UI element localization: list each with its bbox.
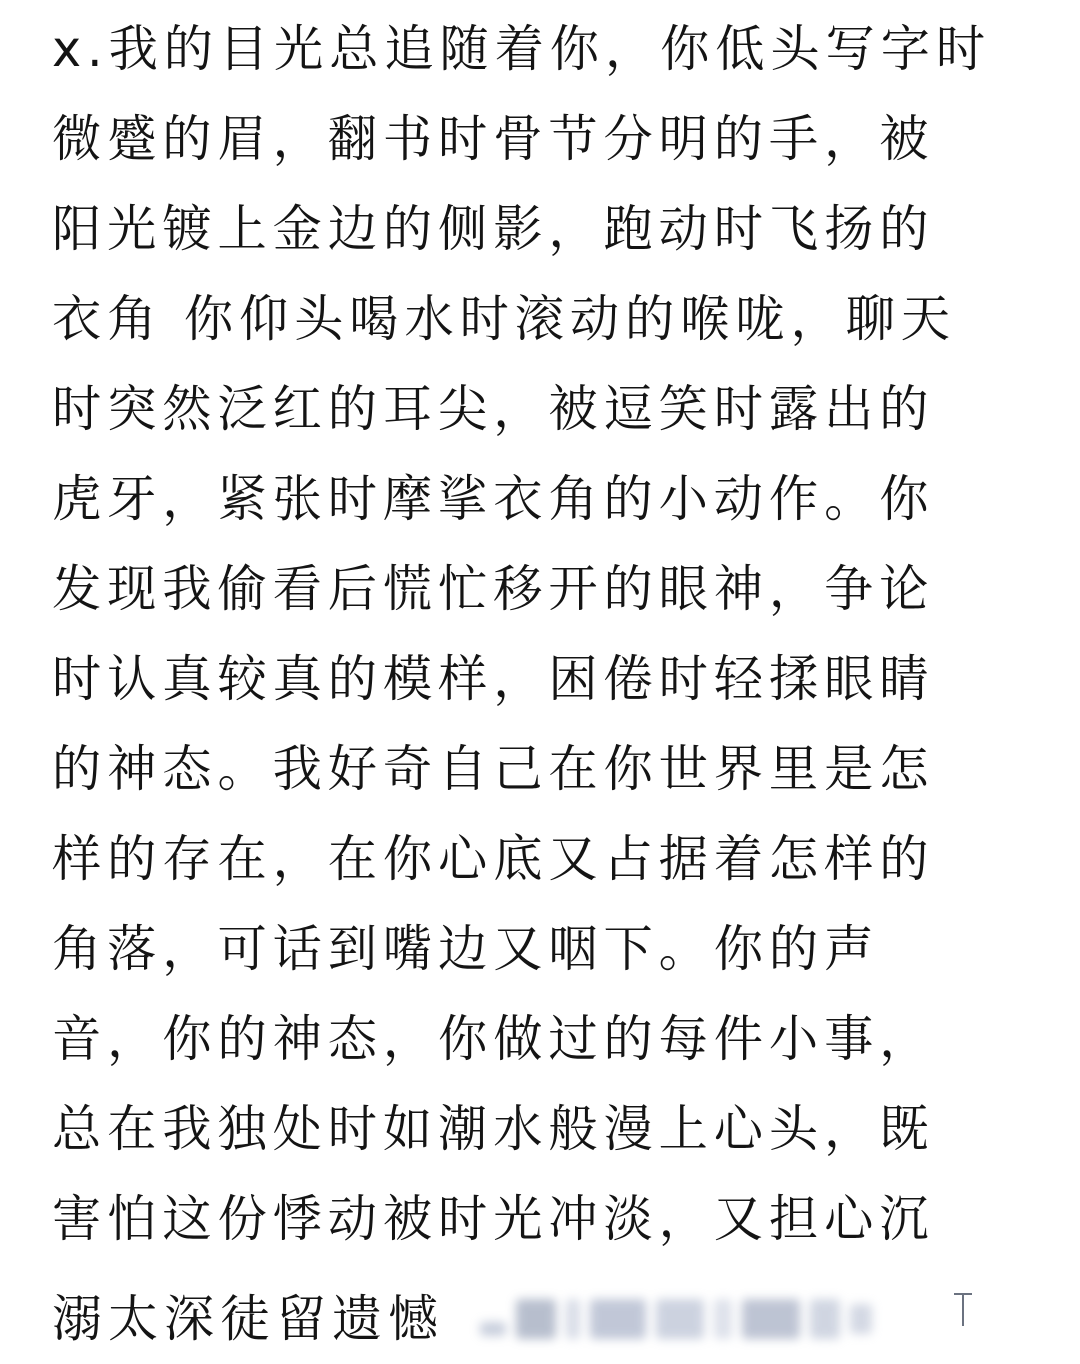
text-line-15-content: 溺太深徒留遗憾 [52,1290,444,1348]
text-cursor-icon [950,1288,976,1328]
text-line-8: 时认真较真的模样，困倦时轻揉眼睛 [52,650,935,708]
text-line-5: 时突然泛红的耳尖，被逗笑时露出的 [52,380,935,438]
text-line-14: 害怕这份悸动被时光冲淡，又担心沉 [52,1190,935,1248]
text-line-3: 阳光镀上金边的侧影，跑动时飞扬的 [52,200,935,258]
text-line-9: 的神态。我好奇自己在你世界里是怎 [52,740,935,798]
blurred-watermark [480,1289,872,1349]
text-line-10: 样的存在，在你心底又占据着怎样的 [52,830,935,888]
text-line-4: 衣角 你仰头喝水时滚动的喉咙，聊天 [52,290,956,348]
text-line-1: x.我的目光总追随着你，你低头写字时 [52,20,991,78]
text-line-2: 微蹙的眉，翻书时骨节分明的手，被 [52,110,935,168]
text-line-7: 发现我偷看后慌忙移开的眼神，争论 [52,560,935,618]
text-line-15 [52,1274,1042,1364]
text-line-12: 音，你的神态，你做过的每件小事， [52,1010,935,1068]
text-line-6: 虎牙，紧张时摩挲衣角的小动作。你 [52,470,935,528]
text-line-13: 总在我独处时如潮水般漫上心头，既 [52,1100,935,1158]
handwritten-text-block [52,14,1042,1364]
text-line-11: 角落，可话到嘴边又咽下。你的声 [52,920,880,978]
